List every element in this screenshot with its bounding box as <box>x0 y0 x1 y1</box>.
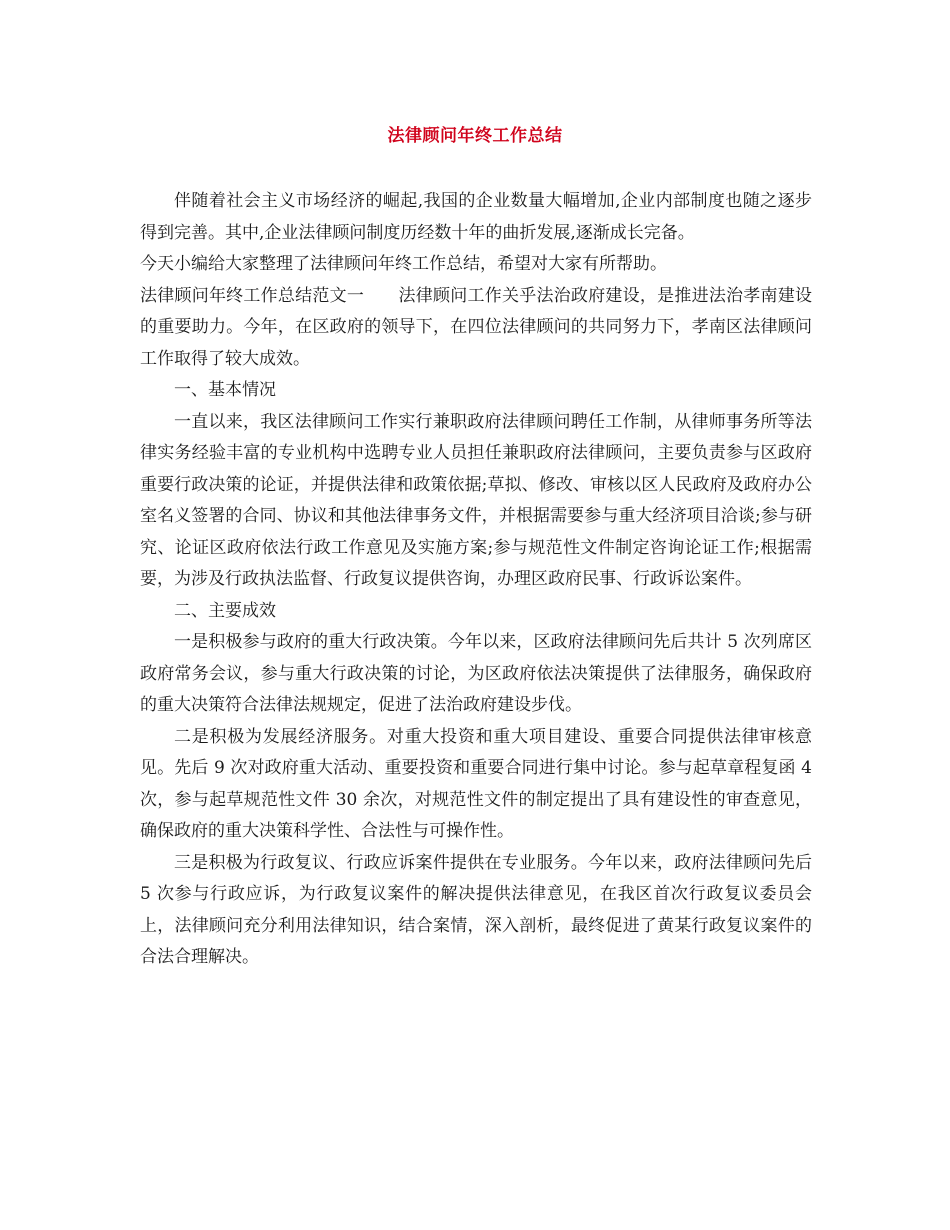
result-two-paragraph: 二是积极为发展经济服务。对重大投资和重大项目建设、重要合同提供法律审核意见。先后 9 次对政府重大活动、重要投资和重要合同进行集中讨论。参与起草章程复函 4 次，参与起草规范性文件 30 余次，对规范性文件的制定提出了具有建设性的审查意见，确保政府的重大决策科学性、合法性与可操作性。 <box>140 726 812 841</box>
document-body <box>140 186 812 974</box>
document-title: 法律顾问年终工作总结 <box>387 126 563 146</box>
section-heading-basic: 一、基本情况 <box>174 380 276 400</box>
result-one-paragraph: 一是积极参与政府的重大行政决策。今年以来，区政府法律顾问先后共计 5 次列席区政府常务会议，参与重大行政决策的讨论，为区政府依法决策提供了法律服务，确保政府的重大决策符合法律法规规定，促进了法治政府建设步伐。 <box>140 632 812 715</box>
intro-paragraph: 伴随着社会主义市场经济的崛起,我国的企业数量大幅增加,企业内部制度也随之逐步得到完善。其中,企业法律顾问制度历经数十年的曲折发展,逐渐成长完备。 <box>140 191 812 243</box>
section-heading-results: 二、主要成效 <box>174 600 276 621</box>
basic-situation-paragraph: 一直以来，我区法律顾问工作实行兼职政府法律顾问聘任工作制，从律师事务所等法律实务经验丰富的专业机构中选聘专业人员担任兼职政府法律顾问，主要负责参与区政府重要行政决策的论证，并提供法律和政策依据;草拟、修改、审核以区人民政府及政府办公室名义签署的合同、协议和其他法律事务文件，并根据需要参与重大经济项目洽谈;参与研究、论证区政府依法行政工作意见及实施方案;参与规范性文件制定咨询论证工作;根据需要，为涉及行政执法监督、行政复议提供咨询，办理区政府民事、行政诉讼案件。 <box>140 411 812 589</box>
sample-one-paragraph: 法律顾问年终工作总结范文一 法律顾问工作关乎法治政府建设，是推进法治孝南建设的重要助力。今年，在区政府的领导下，在四位法律顾问的共同努力下，孝南区法律顾问工作取得了较大成效。 <box>140 285 812 369</box>
intro-note-paragraph: 今天小编给大家整理了法律顾问年终工作总结，希望对大家有所帮助。 <box>140 254 667 274</box>
result-three-paragraph: 三是积极为行政复议、行政应诉案件提供在专业服务。今年以来，政府法律顾问先后 5 次参与行政应诉，为行政复议案件的解决提供法律意见，在我区首次行政复议委员会上，法律顾问充分利用法律知识，结合案情，深入剖析，最终促进了黄某行政复议案件的合法合理解决。 <box>140 852 812 967</box>
